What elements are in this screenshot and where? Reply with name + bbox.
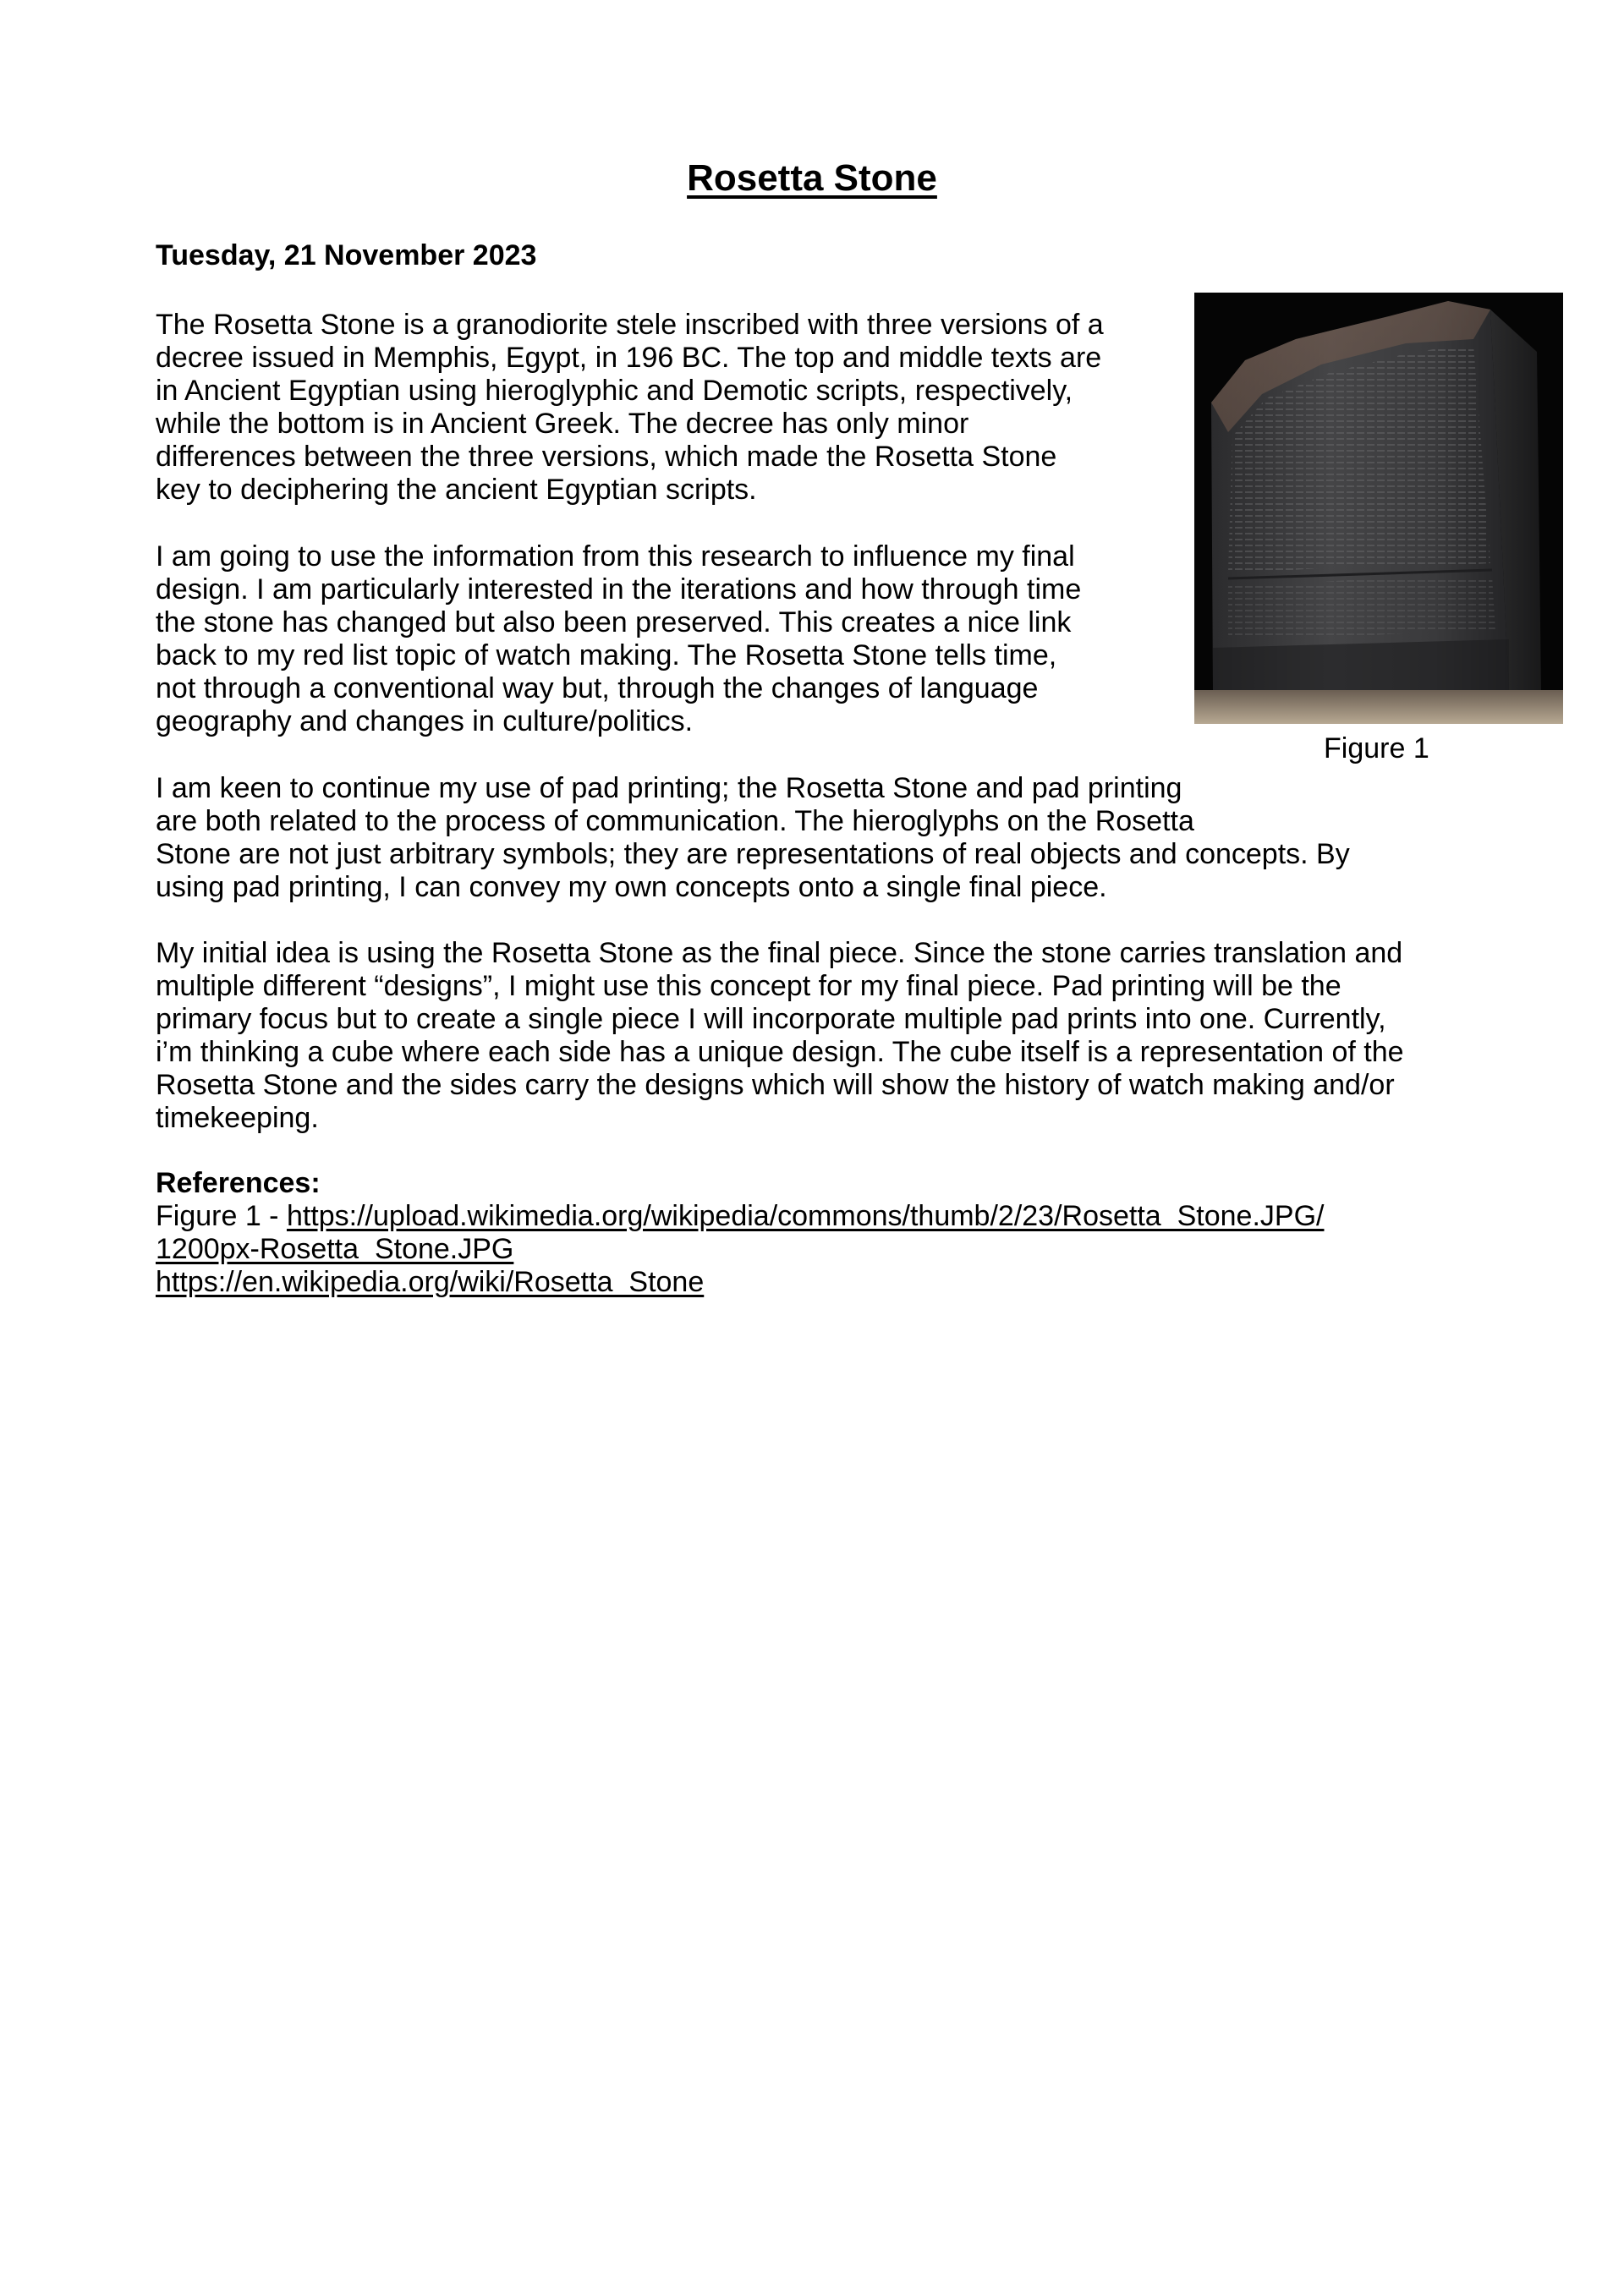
- text-line: Rosetta Stone and the sides carry the designs which will show the history of watch making and/or: [156, 1069, 1395, 1101]
- text-line: multiple different “designs”, I might use this concept for my final piece. Pad printing will be the: [156, 970, 1341, 1002]
- paragraph-research-use: [156, 540, 1081, 738]
- references-heading: References:: [156, 1167, 321, 1199]
- text-line: I am going to use the information from this research to influence my final: [156, 540, 1075, 573]
- text-line: while the bottom is in Ancient Greek. The decree has only minor: [156, 408, 969, 440]
- text-line: I am keen to continue my use of pad printing; the Rosetta Stone and pad printing: [156, 772, 1182, 804]
- text-line: differences between the three versions, which made the Rosetta Stone: [156, 441, 1057, 473]
- rosetta-stone-photo: [1194, 293, 1563, 724]
- figure-caption: Figure 1: [1324, 732, 1429, 764]
- text-line: not through a conventional way but, through the changes of language: [156, 672, 1039, 704]
- paragraph-intro: [156, 309, 1104, 507]
- text-line: design. I am particularly interested in the iterations and how through time: [156, 573, 1082, 606]
- text-line: i’m thinking a cube where each side has a unique design. The cube itself is a representation of the: [156, 1036, 1404, 1068]
- text-line: My initial idea is using the Rosetta Stone as the final piece. Since the stone carries translation and: [156, 937, 1403, 969]
- text-line: the stone has changed but also been preserved. This creates a nice link: [156, 606, 1072, 638]
- text-line: Stone are not just arbitrary symbols; they are representations of real objects and concepts. By: [156, 838, 1350, 870]
- text-line: The Rosetta Stone is a granodiorite stele inscribed with three versions of a: [156, 309, 1104, 341]
- text-line: in Ancient Egyptian using hieroglyphic and Demotic scripts, respectively,: [156, 375, 1073, 407]
- references-list: [156, 1200, 1324, 1299]
- page-title: Rosetta Stone: [687, 157, 937, 199]
- paragraph-initial-idea: [156, 937, 1404, 1135]
- wikipedia-link[interactable]: https://en.wikipedia.org/wiki/Rosetta_Stone: [156, 1266, 705, 1298]
- text-line: primary focus but to create a single piece I will incorporate multiple pad prints into one. Currently,: [156, 1003, 1386, 1035]
- text-line: using pad printing, I can convey my own concepts onto a single final piece.: [156, 871, 1107, 903]
- figure-image-link-cont[interactable]: 1200px-Rosetta_Stone.JPG: [156, 1233, 514, 1265]
- reference-wiki: [156, 1266, 1324, 1299]
- text-line: are both related to the process of communication. The hieroglyphs on the Rosetta: [156, 805, 1194, 837]
- reference-prefix: Figure 1 -: [156, 1200, 287, 1232]
- text-line: timekeeping.: [156, 1102, 319, 1134]
- reference-figure-1: [156, 1200, 1324, 1233]
- text-line: back to my red list topic of watch making. The Rosetta Stone tells time,: [156, 639, 1057, 671]
- text-line: geography and changes in culture/politics.: [156, 705, 694, 737]
- text-line: decree issued in Memphis, Egypt, in 196 BC. The top and middle texts are: [156, 342, 1102, 374]
- paragraph-pad-printing: [156, 772, 1350, 904]
- reference-figure-1-cont: [156, 1233, 1324, 1266]
- text-line: key to deciphering the ancient Egyptian scripts.: [156, 474, 757, 506]
- figure-image-link[interactable]: https://upload.wikimedia.org/wikipedia/commons/thumb/2/23/Rosetta_Stone.JPG/: [286, 1200, 1325, 1232]
- document-date: Tuesday, 21 November 2023: [156, 239, 537, 271]
